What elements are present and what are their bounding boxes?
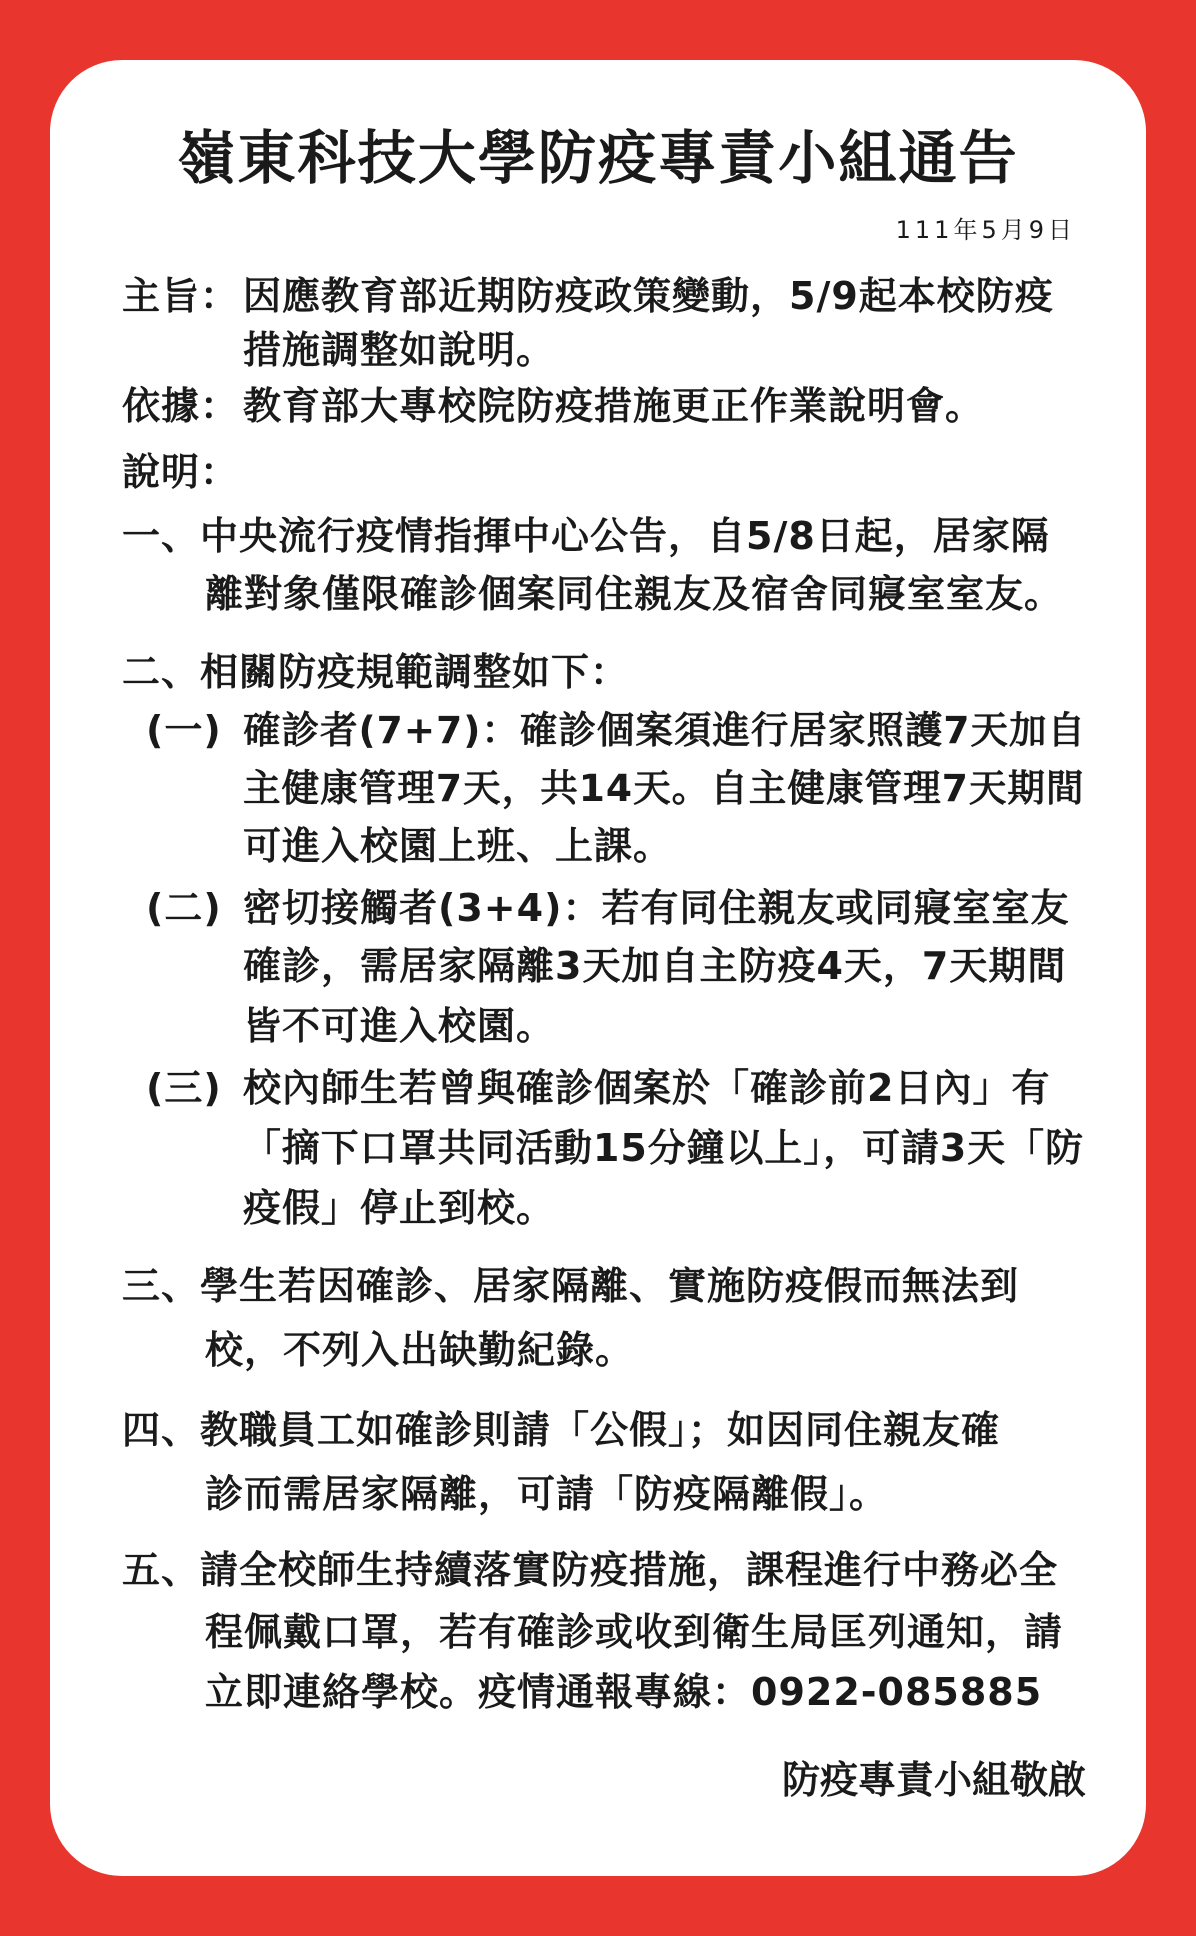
item5-line-2: 程佩戴口罩，若有確診或收到衛生局匡列通知，請 <box>205 1610 1064 1654</box>
item2-sub2-label: (二) <box>146 886 222 930</box>
item2-heading: 二、相關防疫規範調整如下： <box>122 650 630 694</box>
basis-label: 依據： <box>122 384 240 428</box>
subject-label: 主旨： <box>122 274 240 318</box>
item2-sub2-line-1: 密切接觸者(3+4)：若有同住親友或同寢室室友 <box>243 886 1070 930</box>
notice-title: 嶺東科技大學防疫專責小組通告 <box>177 124 1019 192</box>
item1-line-1: 一、中央流行疫情指揮中心公告，自5/8日起，居家隔 <box>122 514 1050 558</box>
item5-line-1: 五、請全校師生持續落實防疫措施，課程進行中務必全 <box>122 1548 1059 1592</box>
item2-sub3-line-2: 「摘下口罩共同活動15分鐘以上」，可請3天「防 <box>243 1126 1084 1170</box>
subject-line-1: 因應教育部近期防疫政策變動，5/9起本校防疫 <box>243 274 1054 318</box>
item2-sub1-line-2: 主健康管理7天，共14天。自主健康管理7天期間 <box>243 766 1085 810</box>
item4-line-2: 診而需居家隔離，可請「防疫隔離假」。 <box>205 1472 889 1516</box>
item3-line-1: 三、學生若因確診、居家隔離、實施防疫假而無法到 <box>122 1264 1020 1308</box>
notice-date: 111年5月9日 <box>895 216 1076 244</box>
subject-line-2: 措施調整如說明。 <box>243 328 556 372</box>
explanation-label: 說明： <box>122 450 240 494</box>
item2-sub2-line-3: 皆不可進入校園。 <box>243 1004 556 1048</box>
item2-sub3-line-1: 校內師生若曾與確診個案於「確診前2日內」有 <box>243 1066 1051 1110</box>
signoff: 防疫專責小組敬啟 <box>781 1758 1086 1802</box>
item2-sub2-line-2: 確診，需居家隔離3天加自主防疫4天，7天期間 <box>243 944 1067 988</box>
item2-sub1-line-1: 確診者(7+7)：確診個案須進行居家照護7天加自 <box>243 708 1086 752</box>
item4-line-1: 四、教職員工如確診則請「公假」；如因同住親友確 <box>122 1408 1001 1452</box>
item2-sub3-line-3: 疫假」停止到校。 <box>243 1186 556 1230</box>
item2-sub1-line-3: 可進入校園上班、上課。 <box>243 824 673 868</box>
basis-text: 教育部大專校院防疫措施更正作業說明會。 <box>243 384 985 428</box>
item2-sub1-label: (一) <box>146 708 222 752</box>
item1-line-2: 離對象僅限確診個案同住親友及宿舍同寢室室友。 <box>205 572 1064 616</box>
item2-sub3-label: (三) <box>146 1066 222 1110</box>
item5-line-3: 立即連絡學校。疫情通報專線：0922-085885 <box>205 1670 1043 1714</box>
item3-line-2: 校，不列入出缺勤紀錄。 <box>205 1328 635 1372</box>
